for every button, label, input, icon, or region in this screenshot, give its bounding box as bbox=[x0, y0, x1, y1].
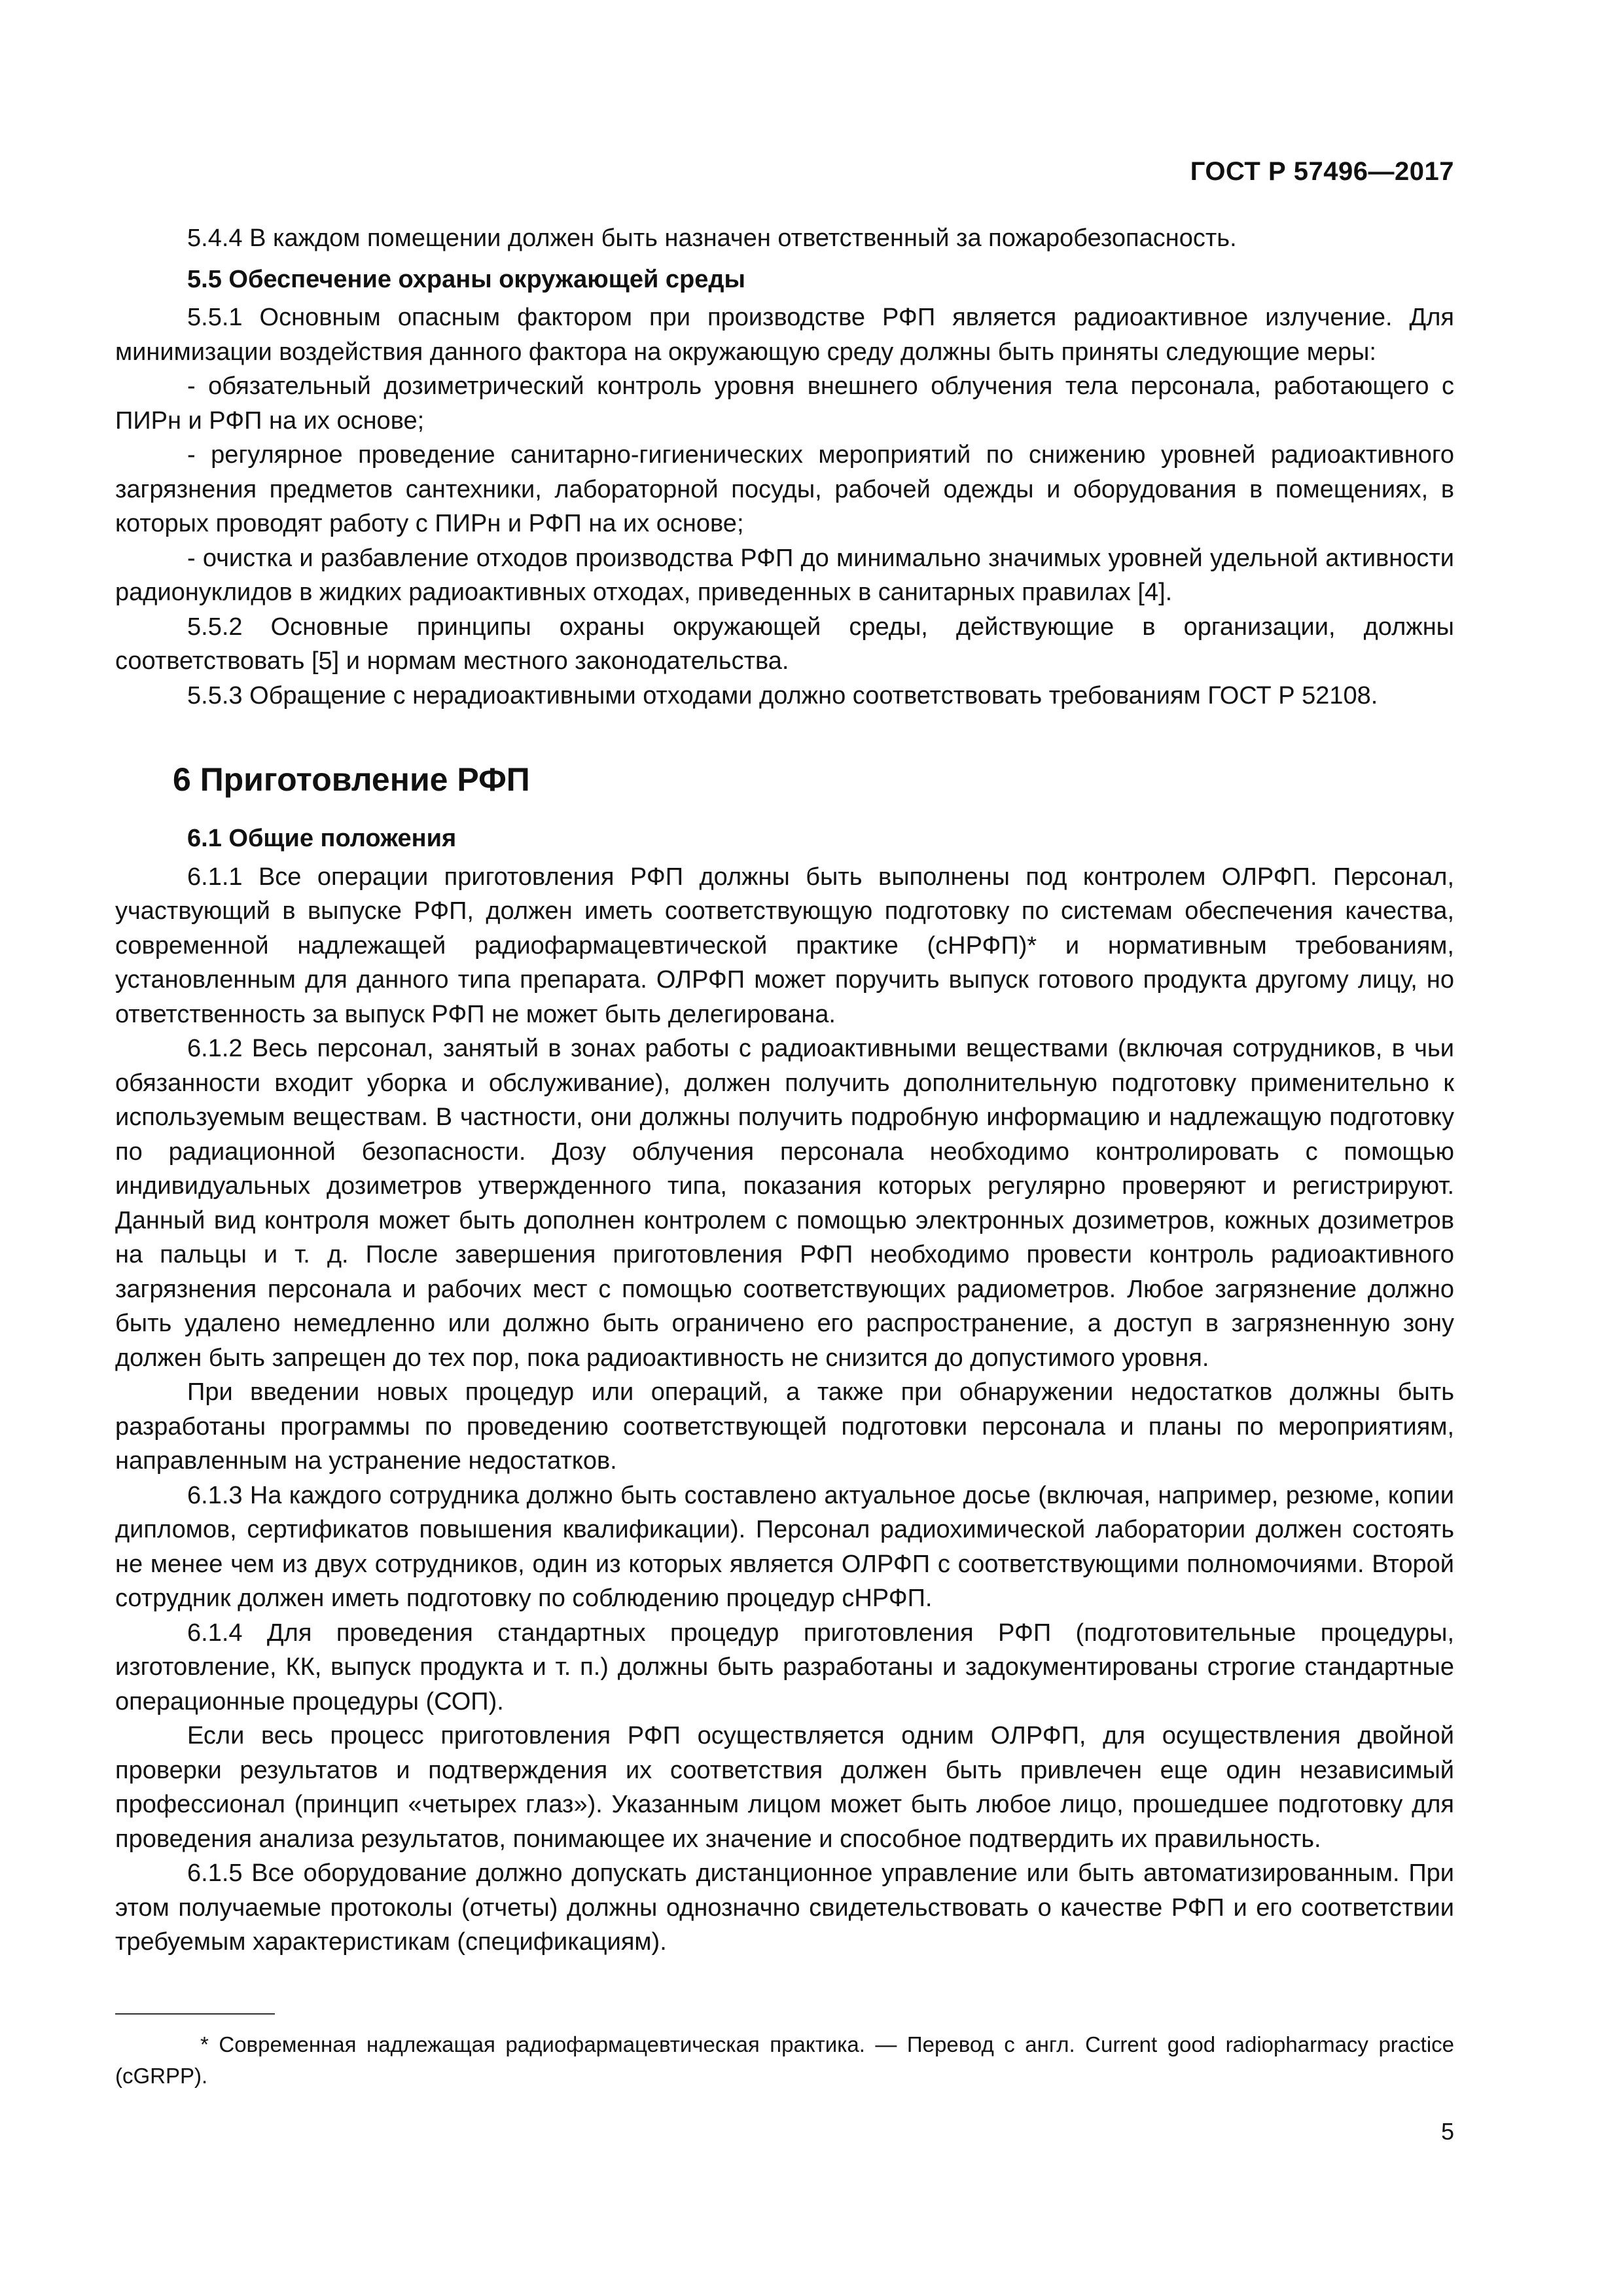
paragraph: 6.1.3 На каждого сотрудника должно быть составлено актуальное досье (включая, например, резюме, копии дипломов, сертификатов повышения квалификации). Персонал радиохимической лаборатории должен состоять не менее чем из двух сотрудников, один из которых является ОЛРФП с соответствующими полномочиями. Второй сотрудник должен иметь подготовку по соблюдению процедур сНРФП. bbox=[115, 1481, 1454, 1612]
document-header-id: ГОСТ Р 57496—2017 bbox=[1190, 157, 1454, 186]
footnote bbox=[115, 2029, 1454, 2092]
subsection-heading: 6.1 Общие положения bbox=[187, 825, 457, 852]
page-number: 5 bbox=[1440, 2118, 1454, 2145]
paragraph: 5.5.2 Основные принципы охраны окружающей среды, действующие в организации, должны соответствовать [5] и нормам местного законодательства. bbox=[115, 613, 1454, 675]
list-item: - очистка и разбавление отходов производства РФП до минимально значимых уровней удельной активности радионуклидов в жидких радиоактивных отходах, приведенных в санитарных правилах [4]. bbox=[115, 544, 1454, 606]
paragraph: 5.5.1 Основным опасным фактором при производстве РФП является радиоактивное излучение. Для минимизации воздействия данного фактора на окружающую среду должны быть приняты следующие меры: bbox=[115, 304, 1454, 366]
paragraph: 5.4.4 В каждом помещении должен быть назначен ответственный за пожаробезопасность. bbox=[187, 224, 1237, 252]
paragraph: 6.1.4 Для проведения стандартных процедур приготовления РФП (подготовительные процедуры, изготовление, КК, выпуск продукта и т. п.) должны быть разработаны и задокументированы строгие стандартные операционные процедуры (СОП). bbox=[115, 1619, 1454, 1715]
paragraph: 5.5.3 Обращение с нерадиоактивными отходами должно соответствовать требованиям ГОСТ Р 52108. bbox=[187, 681, 1378, 709]
footnote-text: * Современная надлежащая радиофармацевтическая практика. — Перевод с англ. Current good radiopharmacy practice (cGRPP). bbox=[115, 2032, 1454, 2088]
paragraph: 6.1.5 Все оборудование должно допускать дистанционное управление или быть автоматизированным. При этом получаемые протоколы (отчеты) должны однозначно свидетельствовать о качестве РФП и его соответствии требуемым характеристикам (спецификациям). bbox=[115, 1859, 1454, 1956]
footnote-divider bbox=[115, 2013, 275, 2015]
section-heading: 6 Приготовление РФП bbox=[173, 761, 530, 798]
paragraph: При введении новых процедур или операций, а также при обнаружении недостатков должны быть разработаны программы по проведению соответствующей подготовки персонала и планы по мероприятиям, направленным на устранение недостатков. bbox=[115, 1378, 1454, 1475]
list-item: - обязательный дозиметрический контроль уровня внешнего облучения тела персонала, работающего с ПИРн и РФП на их основе; bbox=[115, 372, 1454, 435]
paragraph: Если весь процесс приготовления РФП осуществляется одним ОЛРФП, для осуществления двойной проверки результатов и подтверждения их соответствия должен быть привлечен еще один независимый профессионал (принцип «четырех глаз»). Указанным лицом может быть любое лицо, прошедшее подготовку для проведения анализа результатов, понимающее их значение и способное подтвердить их правильность. bbox=[115, 1722, 1454, 1853]
paragraph: 6.1.1 Все операции приготовления РФП должны быть выполнены под контролем ОЛРФП. Персонал, участвующий в выпуске РФП, должен иметь соответствующую подготовку по системам обеспечения качества, современной надлежащей радиофармацевтической практике (сНРФП)* и нормативным требованиям, установленным для данного типа препарата. ОЛРФП может поручить выпуск готового продукта другому лицу, но ответственность за выпуск РФП не может быть делегирована. bbox=[115, 863, 1454, 1028]
subsection-heading: 5.5 Обеспечение охраны окружающей среды bbox=[187, 265, 745, 293]
document-body bbox=[115, 221, 1454, 1960]
paragraph: 6.1.2 Весь персонал, занятый в зонах работы с радиоактивными веществами (включая сотрудников, в чьи обязанности входит уборка и обслуживание), должен получить дополнительную подготовку применительно к используемым веществам. В частности, они должны получить подробную информацию и надлежащую подготовку по радиационной безопасности. Дозу облучения персонала необходимо контролировать с помощью индивидуальных дозиметров утвержденного типа, показания которых регулярно проверяют и регистрируют. Данный вид контроля может быть дополнен контролем с помощью электронных дозиметров, кожных дозиметров на пальцы и т. д. После завершения приготовления РФП необходимо провести контроль радиоактивного загрязнения персонала и рабочих мест с помощью соответствующих радиометров. Любое загрязнение должно быть удалено немедленно или должно быть ограничено его распространение, а доступ в загрязненную зону должен быть запрещен до тех пор, пока радиоактивность не снизится до допустимого уровня. bbox=[115, 1035, 1454, 1372]
list-item: - регулярное проведение санитарно-гигиенических мероприятий по снижению уровней радиоактивного загрязнения предметов сантехники, лабораторной посуды, рабочей одежды и оборудования в помещениях, в которых проводят работу с ПИРн и РФП на их основе; bbox=[115, 441, 1454, 537]
